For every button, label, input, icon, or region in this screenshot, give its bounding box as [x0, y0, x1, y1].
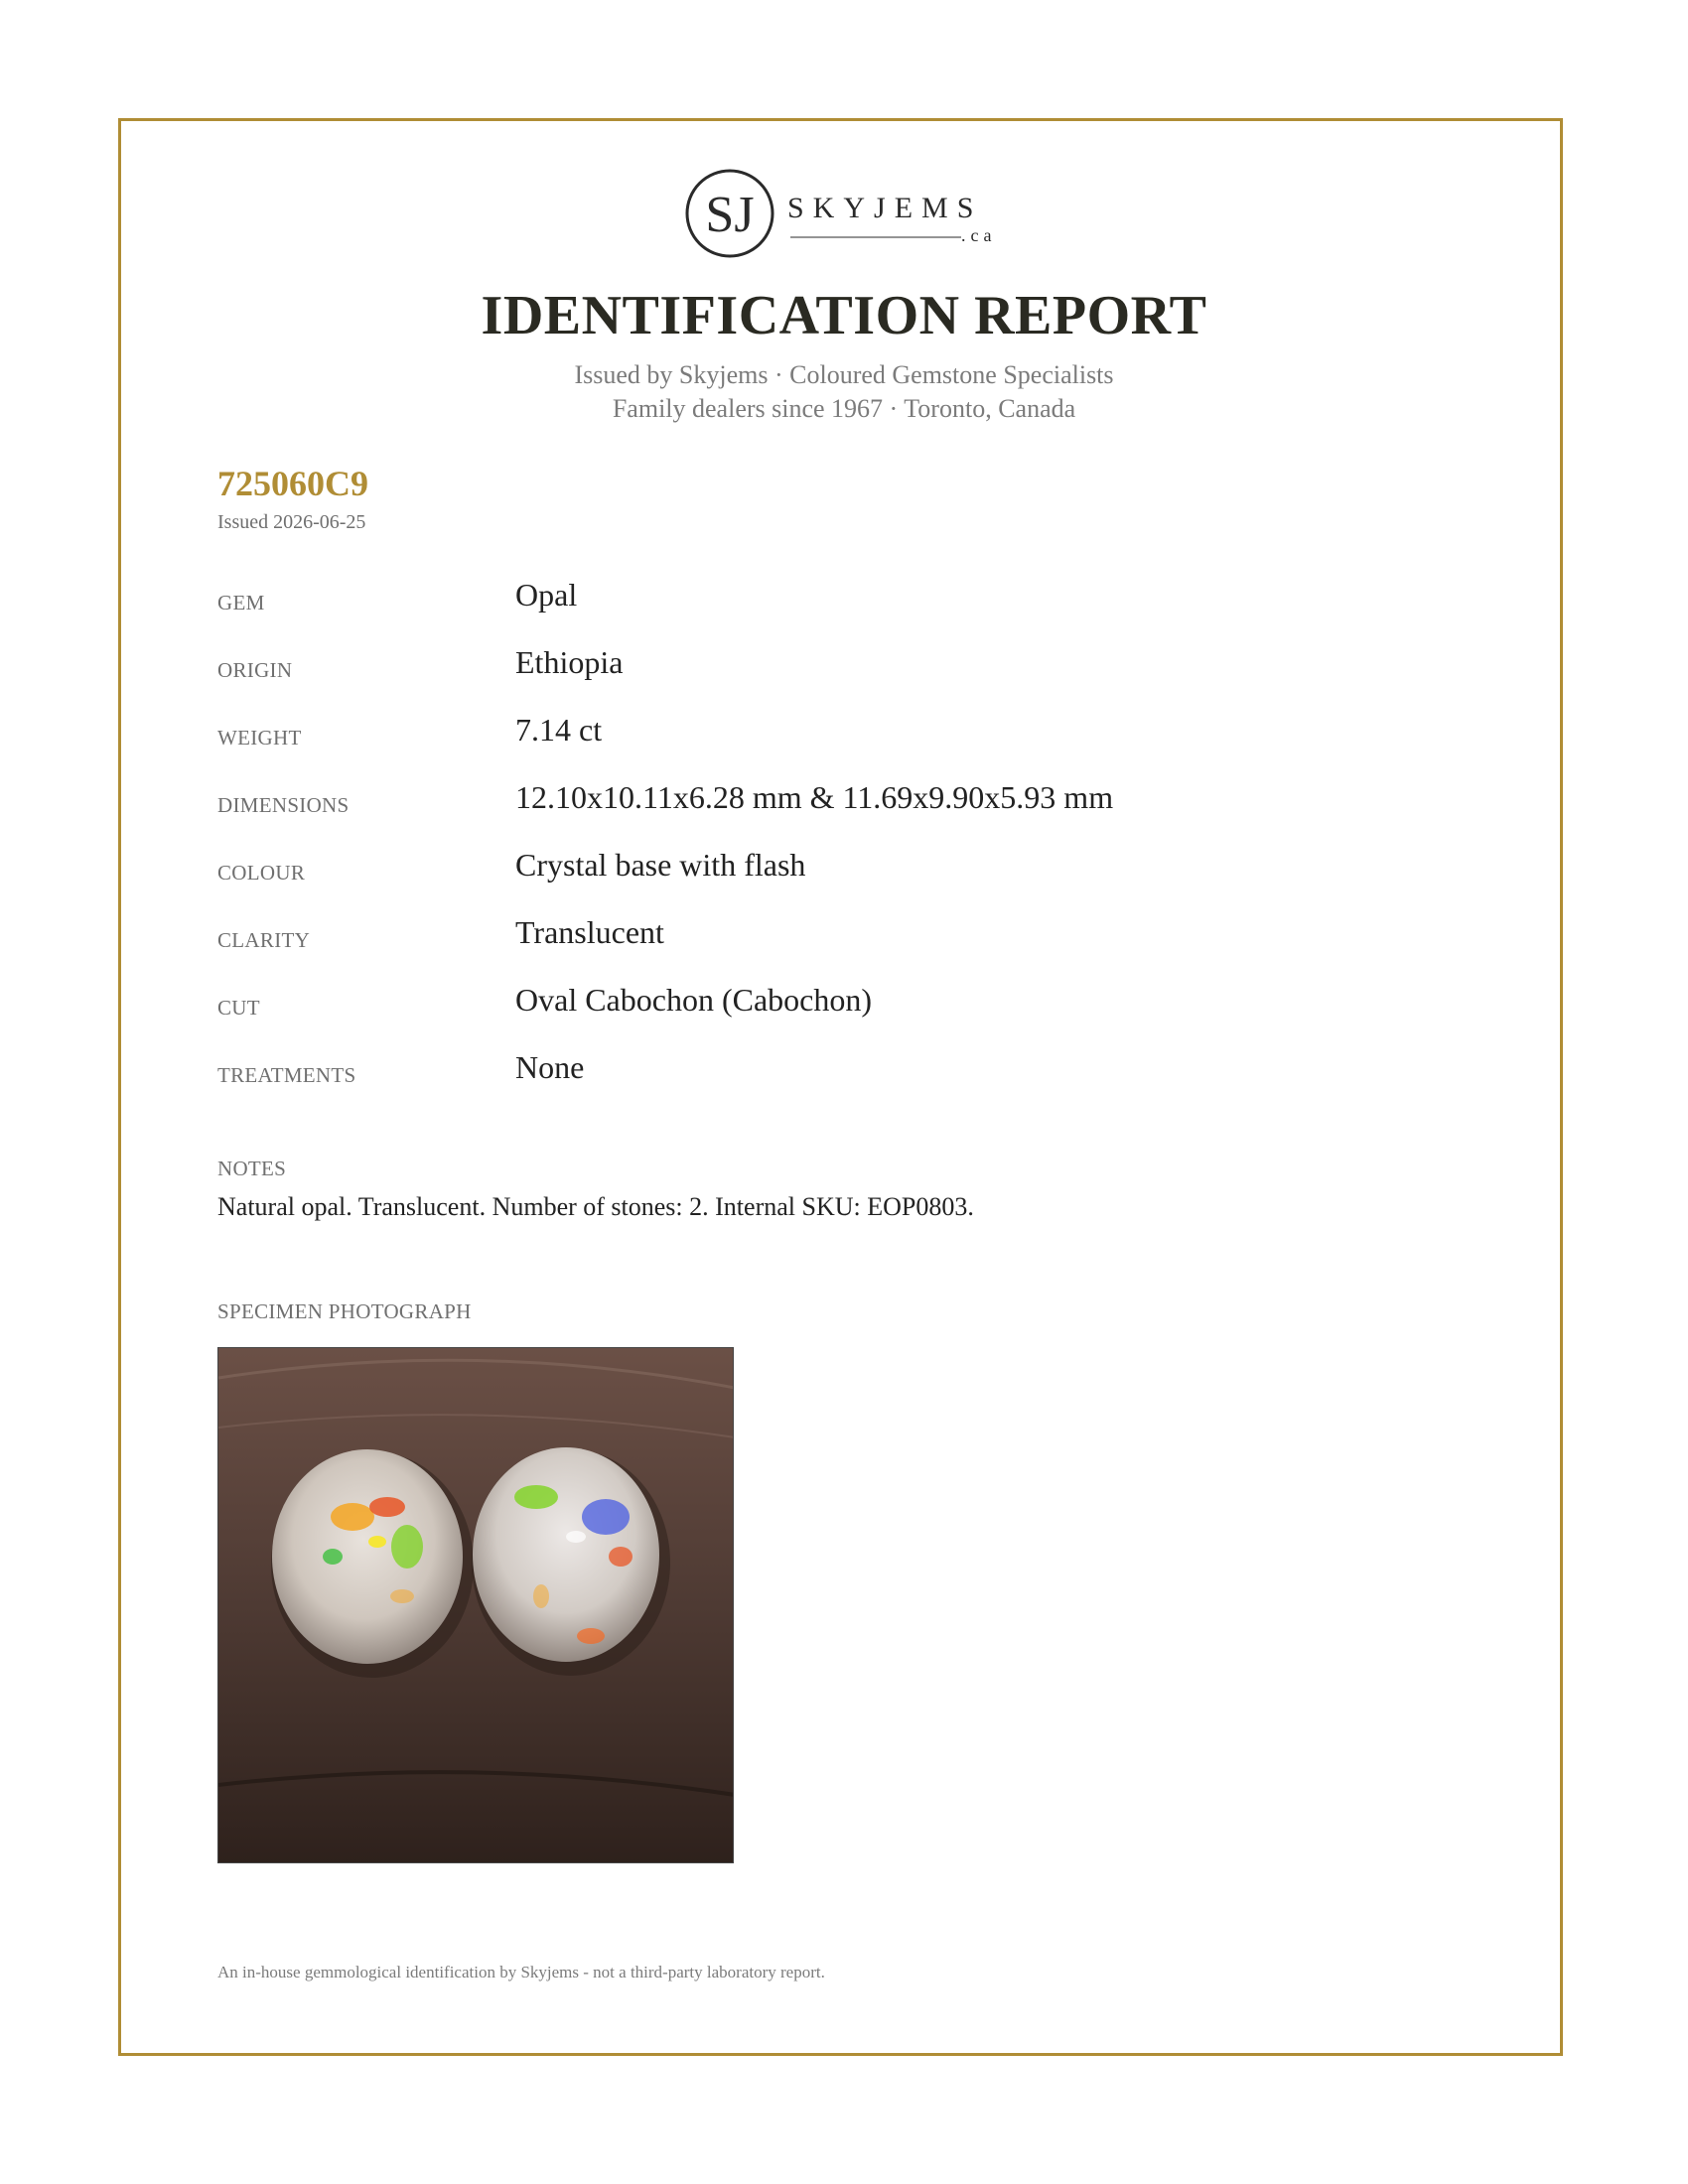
specimen-photo — [217, 1347, 734, 1863]
detail-label: CLARITY — [217, 928, 311, 952]
svg-text:.ca: .ca — [961, 225, 997, 245]
detail-row-gem — [217, 576, 1508, 625]
detail-row-colour — [217, 846, 1508, 895]
notes-label: NOTES — [217, 1157, 287, 1180]
detail-row-dimensions — [217, 778, 1508, 828]
svg-text:SKYJEMS: SKYJEMS — [787, 192, 983, 224]
detail-row-clarity — [217, 913, 1508, 963]
detail-label: CUT — [217, 996, 260, 1020]
detail-label: TREATMENTS — [217, 1063, 356, 1087]
detail-label: GEM — [217, 591, 265, 614]
detail-value: Translucent — [515, 914, 664, 950]
location-line: Family dealers since 1967 · Toronto, Canada — [612, 394, 1076, 423]
detail-value: Ethiopia — [515, 644, 624, 680]
detail-value: Oval Cabochon (Cabochon) — [515, 982, 873, 1018]
report-title: IDENTIFICATION REPORT — [481, 285, 1207, 346]
issuer-line: Issued by Skyjems · Coloured Gemstone Specialists — [574, 360, 1114, 389]
issue-date: Issued 2026-06-25 — [217, 511, 366, 533]
detail-label: COLOUR — [217, 861, 306, 885]
report-number: 725060C9 — [217, 464, 368, 503]
notes-text: Natural opal. Translucent. Number of stones: 2. Internal SKU: EOP0803. — [217, 1192, 974, 1221]
detail-value: 12.10x10.11x6.28 mm & 11.69x9.90x5.93 mm — [515, 779, 1114, 815]
detail-value: Crystal base with flash — [515, 847, 806, 883]
detail-label: DIMENSIONS — [217, 793, 350, 817]
detail-label: WEIGHT — [217, 726, 302, 750]
photo-label: SPECIMEN PHOTOGRAPH — [217, 1299, 472, 1323]
svg-text:SJ: SJ — [705, 187, 755, 243]
detail-row-origin — [217, 643, 1508, 693]
disclaimer-text: An in-house gemmological identification by Skyjems - not a third-party laboratory report. — [217, 1963, 825, 1981]
detail-value: None — [515, 1049, 585, 1085]
detail-value: Opal — [515, 577, 578, 613]
detail-label: ORIGIN — [217, 658, 293, 682]
detail-row-treatments — [217, 1048, 1508, 1098]
detail-row-weight — [217, 711, 1508, 760]
brand-logo — [685, 164, 1003, 263]
detail-value: 7.14 ct — [515, 712, 603, 748]
detail-row-cut — [217, 981, 1508, 1030]
